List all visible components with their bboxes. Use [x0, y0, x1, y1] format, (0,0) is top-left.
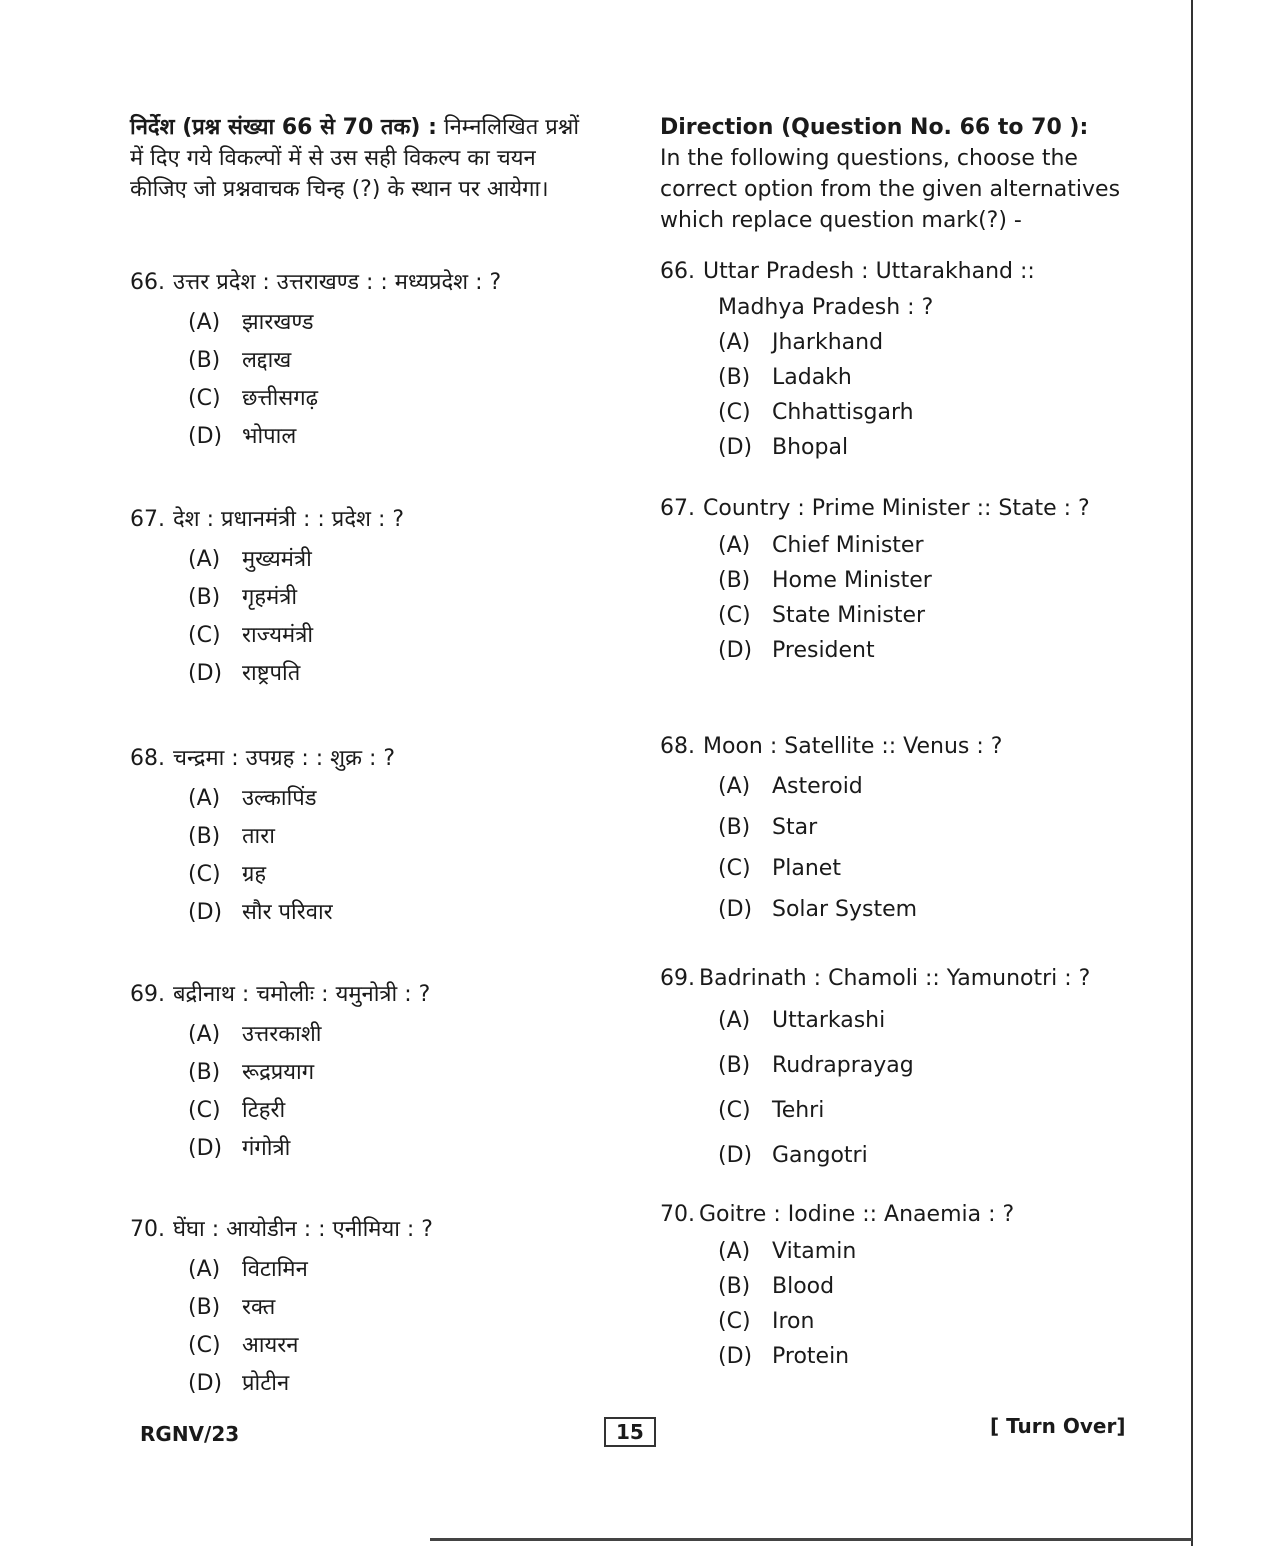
option: (C) State Minister — [718, 603, 926, 628]
option: (A) Vitamin — [718, 1239, 857, 1264]
hindi-direction — [130, 112, 595, 205]
option: (C) राज्यमंत्री — [188, 623, 314, 648]
english-question-67 — [660, 494, 1130, 668]
english-direction — [660, 112, 1130, 236]
question-stem: चन्द्रमा : उपग्रह : : शुक्र : ? — [173, 746, 396, 771]
page-number: 15 — [604, 1417, 656, 1447]
option: (A) उल्कापिंड — [188, 786, 317, 811]
option: (A) Chief Minister — [718, 533, 924, 558]
option: (C) आयरन — [188, 1333, 299, 1358]
question-number: 66. — [130, 270, 165, 295]
option: (A) Asteroid — [718, 774, 863, 799]
question-number: 68. — [130, 746, 165, 771]
question-number: 66. — [660, 259, 695, 284]
question-number: 67. — [130, 507, 165, 532]
option: (B) Ladakh — [718, 365, 852, 390]
option: (C) Chhattisgarh — [718, 400, 914, 425]
option: (A) उत्तरकाशी — [188, 1022, 322, 1047]
question-stem: घेंघा : आयोडीन : : एनीमिया : ? — [173, 1217, 433, 1242]
english-column — [660, 112, 1130, 1369]
option: (C) छत्तीसगढ़ — [188, 386, 318, 411]
option: (C) Iron — [718, 1309, 815, 1334]
english-question-69 — [660, 964, 1130, 1178]
option: (D) Bhopal — [718, 435, 849, 460]
option: (C) टिहरी — [188, 1098, 286, 1123]
hindi-direction-lead: निर्देश (प्रश्न संख्या 66 से 70 तक) : — [130, 115, 437, 140]
hindi-question-66 — [130, 268, 595, 456]
hindi-question-68 — [130, 744, 595, 932]
option: (A) Jharkhand — [718, 330, 884, 355]
option: (B) लद्दाख — [188, 348, 292, 373]
option: (D) Solar System — [718, 897, 918, 922]
english-direction-text: In the following questions, choose the correct option from the given alternatives which replace question mark(?) - — [660, 146, 1121, 233]
question-stem: Uttar Pradesh : Uttarakhand :: — [703, 259, 1035, 284]
question-stem-continued: Madhya Pradesh : ? — [718, 295, 934, 320]
option: (A) मुख्यमंत्री — [188, 547, 312, 572]
option: (B) तारा — [188, 824, 275, 849]
option: (D) राष्ट्रपति — [188, 661, 301, 686]
hindi-question-70 — [130, 1215, 595, 1403]
question-stem: Moon : Satellite :: Venus : ? — [703, 734, 1003, 759]
hindi-question-67 — [130, 505, 595, 693]
hindi-column — [130, 112, 595, 1396]
option: (A) झारखण्ड — [188, 310, 314, 335]
question-number: 70. — [130, 1217, 165, 1242]
option: (B) Star — [718, 815, 818, 840]
option: (D) प्रोटीन — [188, 1371, 290, 1396]
question-stem: Badrinath : Chamoli :: Yamunotri : ? — [699, 966, 1091, 991]
english-direction-lead: Direction (Question No. 66 to 70 ): — [660, 115, 1089, 140]
option: (B) Blood — [718, 1274, 835, 1299]
option: (B) Home Minister — [718, 568, 932, 593]
option: (B) गृहमंत्री — [188, 585, 298, 610]
question-number: 69. — [130, 982, 165, 1007]
option: (C) Planet — [718, 856, 841, 881]
option: (D) Protein — [718, 1344, 850, 1369]
option: (A) Uttarkashi — [718, 1008, 886, 1033]
turn-over-label: [ Turn Over] — [990, 1414, 1126, 1438]
option: (D) गंगोत्री — [188, 1136, 291, 1161]
question-number: 69. — [660, 966, 695, 991]
question-stem: Goitre : Iodine :: Anaemia : ? — [699, 1202, 1015, 1227]
question-stem: बद्रीनाथ : चमोलीः : यमुनोत्री : ? — [173, 982, 431, 1007]
option: (D) भोपाल — [188, 424, 297, 449]
option: (A) विटामिन — [188, 1257, 308, 1282]
option: (C) ग्रह — [188, 862, 267, 887]
english-question-70 — [660, 1200, 1130, 1374]
paper-code: RGNV/23 — [140, 1422, 240, 1446]
question-number: 70. — [660, 1202, 695, 1227]
question-stem: देश : प्रधानमंत्री : : प्रदेश : ? — [173, 507, 405, 532]
english-question-66 — [660, 257, 1130, 465]
hindi-question-69 — [130, 980, 595, 1168]
bottom-rule — [430, 1538, 1192, 1541]
question-stem: Country : Prime Minister :: State : ? — [703, 496, 1090, 521]
question-number: 67. — [660, 496, 695, 521]
option: (B) Rudraprayag — [718, 1053, 914, 1078]
english-question-68 — [660, 732, 1130, 930]
question-stem: उत्तर प्रदेश : उत्तराखण्ड : : मध्यप्रदेश : ? — [173, 270, 502, 295]
option: (D) President — [718, 638, 875, 663]
option: (B) रक्त — [188, 1295, 276, 1320]
question-number: 68. — [660, 734, 695, 759]
option: (D) Gangotri — [718, 1143, 868, 1168]
hindi-direction-text: निम्नलिखित प्रश्नों में दिए गये विकल्पों में से उस सही विकल्प का चयन कीजिए जो प्रश्नवाचक चिन्ह (?) के स्थान पर आयेगा। — [130, 115, 580, 202]
option: (D) सौर परिवार — [188, 900, 333, 925]
option: (B) रूद्रप्रयाग — [188, 1060, 315, 1085]
option: (C) Tehri — [718, 1098, 825, 1123]
